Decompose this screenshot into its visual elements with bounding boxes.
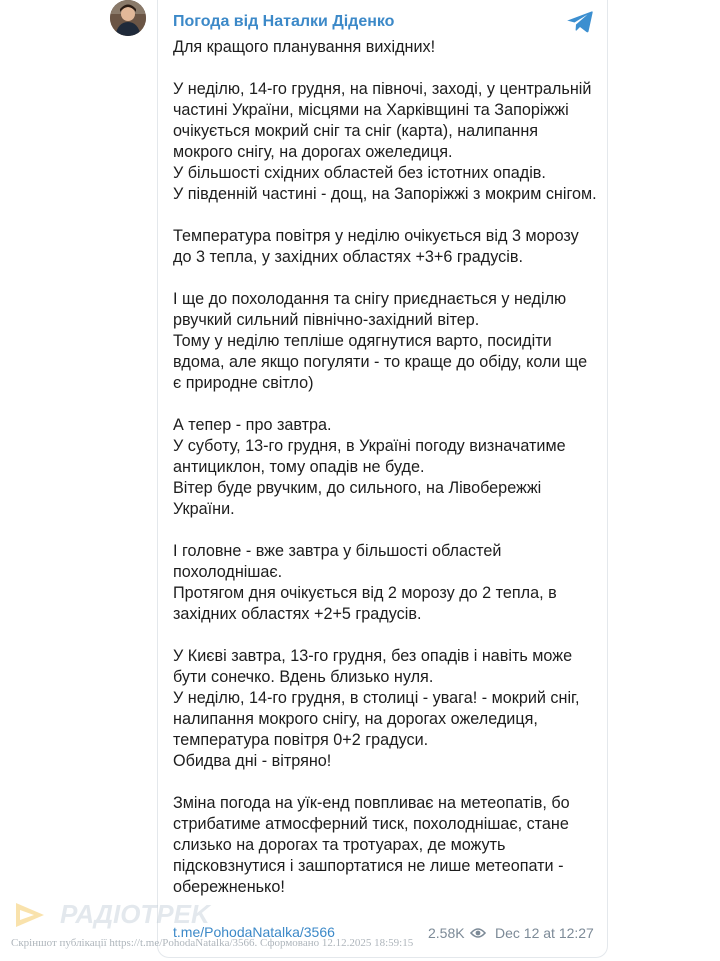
message-line: Тому у неділю тепліше одягнутися варто, посидіти вдома, але якщо погуляти - то краще до обіду, коли ще є природне світло) <box>173 332 588 392</box>
paragraph-gap <box>173 58 598 79</box>
message-line: І ще до похолодання та снігу приєднається у неділю рвучкий сильний північно-західний вітер. <box>173 290 567 329</box>
message-line: А тепер - про завтра. <box>173 416 332 434</box>
eye-icon <box>470 927 486 939</box>
message-text <box>173 37 598 898</box>
message-line: У Києві завтра, 13-го грудня, без опадів і навіть може бути сонечко. Вдень близько нуля. <box>173 647 573 686</box>
message-line: У південній частині - дощ, на Запоріжжі з мокрим снігом. <box>173 185 597 203</box>
message-line: Обидва дні - вітряно! <box>173 752 332 770</box>
message-line: У неділю, 14-го грудня, на півночі, заході, у центральній частині України, місцями на Харківщині та Запоріжжі очікується мокрий сніг та сніг (карта), налипання мокрого снігу, на дорогах ожеледиця. <box>173 80 592 161</box>
message-line: Для кращого планування вихідних! <box>173 38 436 56</box>
message-line: У більшості східних областей без істотних опадів. <box>173 164 546 182</box>
post-date: Dec 12 at 12:27 <box>495 925 594 941</box>
message-line: Вітер буде рвучким, до сильного, на Лівобережжі України. <box>173 479 542 518</box>
paragraph-gap <box>173 268 598 289</box>
message-line: У суботу, 13-го грудня, в Україні погоду визначатиме антициклон, тому опадів не буде. <box>173 437 566 476</box>
post-link[interactable]: t.me/PohodaNatalka/3566 <box>173 924 335 940</box>
paragraph-gap <box>173 394 598 415</box>
avatar[interactable] <box>110 0 146 36</box>
paragraph-gap <box>173 205 598 226</box>
view-count: 2.58K <box>428 925 465 941</box>
screenshot-caption: Скріншот публікації https://t.me/PohodaNatalka/3566. Сформовано 12.12.2025 18:59:15 <box>11 937 414 949</box>
message-line: У неділю, 14-го грудня, в столиці - увага! - мокрий сніг, налипання мокрого снігу, на дорогах ожеледиця, температура повітря 0+2 градуси. <box>173 689 580 749</box>
paragraph-gap <box>173 772 598 793</box>
telegram-icon[interactable] <box>566 10 594 34</box>
radio-logo-icon: PAДIOTPEK <box>10 897 160 935</box>
message-line: Зміна погода на уїк-енд повпливає на метеопатів, бо стрибатиме атмосферний тиск, похолоднішає, стане слизько на дорогах та тротуарах, де можуть підсковзнутися і зашпортатися не лише метеопати - обережненько! <box>173 794 570 896</box>
channel-name[interactable]: Погода від Наталки Діденко <box>173 13 395 30</box>
message-line: Протягом дня очікується від 2 морозу до 2 тепла, в західних областях +2+5 градусів. <box>173 584 557 623</box>
paragraph-gap <box>173 520 598 541</box>
message-line: Температура повітря у неділю очікується від 3 морозу до 3 тепла, у західних областях +3+6 градусів. <box>173 227 579 266</box>
message-line: І головне - вже завтра у більшості областей похолоднішає. <box>173 542 502 581</box>
paragraph-gap <box>173 625 598 646</box>
